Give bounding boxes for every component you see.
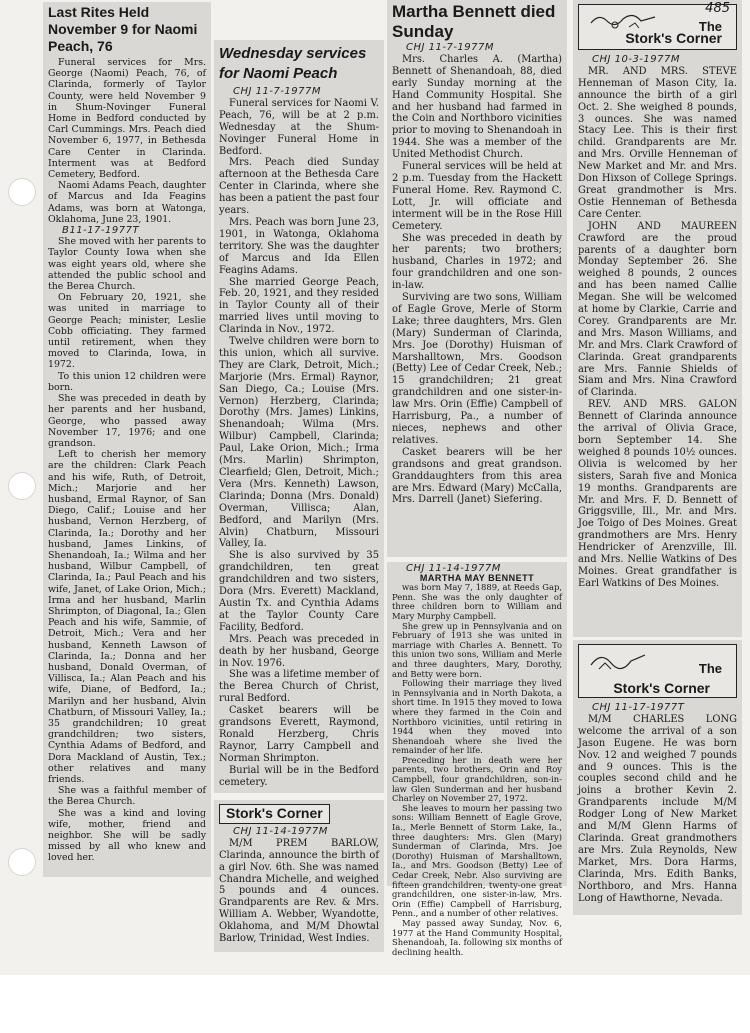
paragraph: Casket bearers will be her grandsons and great grandson. Granddaughters from this area are Mrs. Edward (Mary) McCalla, Mrs. Darrell (Janet) Siefering. <box>392 446 562 506</box>
handwritten-note: CHJ 11-14-1977M <box>233 825 328 837</box>
paragraph: To this union 12 children were born. <box>48 370 206 393</box>
paragraph: She was preceded in death by her parents; two brothers; husband, Charles in 1972; and four grandchildren and one son-in-law. <box>392 232 562 292</box>
paragraph: Twelve children were born to this union, which all survive. They are Clark, Detroit, Mich.; Marjorie (Mrs. Ermal) Raynor, San Diego, Ca.; Louise (Mrs. Vernon) Herzberg, Clarinda; Dorothy (Mrs. James) Linkins, Shenandoah; Wilma (Mrs. Wilbur) Campbell, Clarinda; Paul, Lake Orion, Mich.; Irma (Mrs. Marlin) Shrimpton, Clearfield; Glen, Detroit, Mich.; Vera (Mrs. Kenneth) Lawson, Clarinda; Donna (Mrs. Donald) Overman, Villisca; Alan, Bedford, and Marilyn (Mrs. Alvin) Chatburn, Missouri Valley, Ia. <box>219 336 379 550</box>
paragraph: She married George Peach, Feb. 20, 1921, and they resided in Taylor County all of their married lives until moving to Clarinda in Nov., 1972. <box>219 276 379 336</box>
stork-corner-clipping-barlow <box>214 800 384 952</box>
page-number: 485 <box>705 1 730 16</box>
handwritten-note: CHJ 10-3-1977M <box>592 54 681 65</box>
binder-hole <box>8 848 36 876</box>
stork-corner-banner <box>578 644 737 698</box>
headline: Martha Bennett died Sunday <box>392 2 556 41</box>
paragraph: Burial will be in the Bedford cemetery. <box>219 764 379 788</box>
obituary-clipping-naomi-peach-2 <box>214 40 384 793</box>
paragraph: She leaves to mourn her passing two sons: William Bennett of Eagle Grove, Ia., Merle Bennett of Storm Lake, Ia., three daughters: Mrs. Glen (Mary) Sunderman of Clarinda, Mrs. Joe (Dorothy) Huisman of Marshalltown, Ia., and Mrs. Goodson (Betty) Lee of Cedar Creek, Nebr. Also surviving are fifteen grandchildren, twenty-one great grandchildren, one sister-in-law, Mrs. Orin (Effie) Campbell of Harrisburg, Penn., and a number of other relatives. <box>392 802 562 919</box>
paragraph: Funeral services will be held at 2 p.m. Tuesday from the Hackett Funeral Home. Rev. Raymond C. Lott, Jr. will officiate and interment will be in the Rose Hill Cemetery. <box>392 161 562 232</box>
stork-corner-title: Stork's Corner <box>625 30 722 47</box>
paragraph: MR. AND MRS. STEVE Henneman of Mason City, Ia. announce the birth of a girl Oct. 2. She weighed 8 pounds, 3 ounces. She was named Stacy Lee. This is their first child. Grandparents are Mr. and Mrs. Orville Henneman of New Market and Mr. and Mrs. Don Hixson of College Springs. Great grandmother is Mrs. Ostie Henneman of Bethesda Care Center. <box>578 65 737 220</box>
stork-doodle-icon <box>589 649 649 673</box>
handwritten-note: CHJ 11-14-1977M <box>406 563 501 574</box>
paragraph: JOHN AND MAUREEN Crawford are the proud parents of a daughter born Monday September 26. She weighed 8 pounds, 2 ounces and has been named Callie Megan. She will be welcomed at home by Clarkie, Carrie and Corey. Grandparents are Mr. and Mrs. Mason Williams, and Mr. and Mrs. Clark Crawford of Clarinda. Great grandparents are Mrs. Fannie Shields of Siam and Mrs. Nina Crawford of Clarinda. <box>578 220 737 399</box>
paragraph: She was a kind and loving wife, mother, friend and neighbor. She will be sadly missed by all who knew and loved her. <box>48 807 206 864</box>
paragraph: She moved with her parents to Taylor County Iowa when she was eight years old, where she attended the public school and the Berea Church. <box>48 236 206 293</box>
handwritten-note: B11-17-1977T <box>62 225 140 237</box>
stork-corner-clipping-2 <box>573 640 742 915</box>
binder-hole <box>8 178 36 206</box>
paragraph: Mrs. Charles A. (Martha) Bennett of Shenandoah, 88, died early Sunday morning at the Hand Community Hospital. She and her husband had farmed in the Coin and Northboro vicinities prior to moving to Shenandoah in 1944. She was a member of the United Methodist Church. <box>392 53 562 161</box>
stork-corner-the: The <box>698 19 722 34</box>
handwritten-note: CHJ 11-7-1977M <box>233 86 322 97</box>
paragraph: May passed away Sunday, Nov. 6, 1977 at the Hand Community Hospital, Shenandoah, Ia. following six months of declining health. <box>392 917 563 957</box>
paragraph: REV. AND MRS. GALON Bennett of Clarinda announce the arrival of Olivia Grace, born September 14. She weighed 8 pounds 10½ ounces. Olivia is welcomed by her sisters, Sarah five and Monica 19 months. Grandparents are Mr. and Mrs. F. D. Bennett of Griggsville, Ill., Mr. and Mrs. Joe Toigo of Des Moines. Great grandmothers are Mrs. Henry Hendricker of Arenzville, Ill. and Mrs. Nellie Watkins of Des Moines. Great grandfather is Earl Watkins of Des Moines. <box>578 399 737 589</box>
obituary-clipping-naomi-peach-1 <box>43 2 211 877</box>
paragraph: Naomi Adams Peach, daughter of Marcus and Ida Feagins Adams, was born at Watonga, Oklahoma, June 23, 1901. <box>48 180 206 225</box>
paragraph: Mrs. Peach died Sunday afternoon at the Bethesda Care Center in Clarinda, where she has been a patient the past four years. <box>219 157 380 217</box>
paragraph: She grew up in Pennsylvania and on February of 1913 she was united in marriage with Charles A. Bennett. To this union two sons, William and Merle and three daughters, Mary, Dorothy, and Betty were born. <box>392 620 562 679</box>
obituary-clipping-martha-bennett-1 <box>387 0 567 557</box>
stork-doodle-icon <box>589 9 659 31</box>
paragraph: She was preceded in death by her parents and her husband, George, who passed away November 17, 1976; and one grandson. <box>48 393 206 449</box>
paragraph: On February 20, 1921, she was united in marriage to George Peach; minister, Leslie Cobb officiating. They farmed until retirement, when they moved to Clarinda, Iowa, in 1972. <box>48 292 206 371</box>
paragraph: Mrs. Peach was preceded in death by her husband, George in Nov. 1976. <box>219 633 379 669</box>
stork-corner-title: Stork's Corner <box>219 804 330 824</box>
paragraph: M/M PREM BARLOW, Clarinda, announce the birth of a girl Nov. 6th. She was named Chandra Michelle, and weighed 5 pounds and 4 ounces. Grandparents are Rev. & Mrs. William A. Webber, Wyandotte, Oklahoma, and M/M Dhowtal Barlow, Trinidad, West Indies. <box>219 837 379 945</box>
headline: Last Rites Held November 9 for Naomi Peach, 76 <box>48 4 198 54</box>
binder-hole <box>8 472 36 500</box>
paragraph: M/M CHARLES LONG welcome the arrival of a son Jason Eugene. He was born Nov. 12 and weighed 7 pounds and 9 ounces. This is the couples second child and he joins a brother Kevin 2. Grandparents include M/M Rodger Long of New Market and M/M Glenn Harms of Clarinda. Great grandmothers are Mrs. Zula Reynolds, New Market, Mrs. Dora Harms, Clarinda, Mrs. Edith Banks, Northboro, and Mrs. Hanna Long of Hawthorne, Nevada. <box>578 713 737 904</box>
stork-corner-banner <box>578 1 737 50</box>
subheadline: MARTHA MAY BENNETT <box>419 572 535 583</box>
paragraph: She is also survived by 35 grandchildren, ten great grandchildren and two sisters, Dora (Mrs. Everett) Mackland, Austin Tx. and Cynthia Adams at the Taylor County Care Facility, Bedford. <box>219 550 379 633</box>
paragraph: Surviving are two sons, William of Eagle Grove, Merle of Storm Lake; three daughters, Mrs. Glen (Mary) Sunderman of Clarinda, Mrs. Joe (Dorothy) Huisman of Marshalltown, Mrs. Goodson (Betty) Lee of Cedar Creek, Neb.; 15 grandchildren; 21 great grandchildren and one sister-in-law Mrs. Orin (Effie) Campbell of Harrisburg, Pa., a number of nieces, nephews and other relatives. <box>392 292 562 446</box>
paragraph: Left to cherish her memory are the children: Clark Peach and his wife, Ruth, of Detroit, Mich.; Marjorie and her husband, Ermal Raynor, of San Diego, Calif.; Louise and her husband, Vernon Herzberg, of Clarinda, Ia.; Dorothy and her husband, James Linkins, of Shenandoah, Ia.; Wilma and her husband, Wilbur Campbell, of Clarinda, Ia.; Paul Peach and his wife, Janet, of Lake Orion, Mich.; Irma and her husband, Marlin Shrimpton, of Diagonal, Ia.; Glen Peach and his wife, Sammie, of Detroit, Mich.; Vera and her husband, Kenneth Lawson of Clarinda, Ia.; Donna and her husband, Donald Overman, of Villisca, Ia.; Alan Peach and his wife, Diane, of Bedford, Ia.; Marilyn and her husband, Alvin Chatburn, of Missouri Valley, Ia.; 35 grandchildren; 10 great grandchildren; two sisters, Cynthia Adams of Bedford, and Dora Mackland of Austin, Tex.; other relatives and many friends. <box>48 449 206 785</box>
paragraph: Casket bearers will be grandsons Everett, Raymond, Ronald Herzberg, Chris Raynor, Larry Campbell and Norman Shrimpton. <box>219 705 379 764</box>
headline: Wednesday services for Naomi Peach <box>219 45 367 82</box>
paragraph: Following their marriage they lived in Pennsylvania and in North Dakota, a short time. In 1915 they moved to Iowa where they farmed in the Coin and Northboro vicinities, until retiring in 1944 when they moved into Shenandoah where she lived the remainder of her life. <box>392 678 562 756</box>
stork-corner-the: The <box>698 661 722 676</box>
stork-corner-title: Stork's Corner <box>613 680 710 697</box>
paragraph: Funeral services for Naomi V. Peach, 76, will be at 2 p.m. Wednesday at the Shum-Novinger Funeral Home in Bedford. <box>219 97 379 157</box>
paragraph: Preceding her in death were her parents, two brothers, Orin and Roy Campbell, four grandchildren, son-in-law Glen Sunderman and her husband Charley on November 27, 1972. <box>392 754 562 804</box>
stork-corner-clipping-1 <box>573 0 742 637</box>
handwritten-note: CHJ 11-7-1977M <box>406 42 495 53</box>
handwritten-note: CHJ 11-17-1977T <box>592 702 685 713</box>
paragraph: Mrs. Peach was born June 23, 1901, in Watonga, Oklahoma territory. She was the daughter of Marcus and Ida Ellen Feagins Adams. <box>219 216 379 276</box>
obituary-clipping-martha-bennett-2 <box>387 562 567 957</box>
paragraph: was born May 7, 1889, at Reeds Gap, Penn. She was the only daughter of three children born to William and Mary Murphy Campbell. <box>392 582 562 621</box>
paragraph: She was a lifetime member of the Berea Church of Christ, rural Bedford. <box>219 669 379 705</box>
paragraph: Funeral services for Mrs. George (Naomi) Peach, 76, of Clarinda, formerly of Taylor County, were held November 9 in Shum-Novinger Funeral Home in Bedford conducted by Carl Cummings. Mrs. Peach died November 6, 1977, in Bethesda Care Center in Clarinda. Interment was at Bedford Cemetery, Bedford. <box>48 57 206 181</box>
paragraph: She was a faithful member of the Berea Church. <box>48 785 206 808</box>
